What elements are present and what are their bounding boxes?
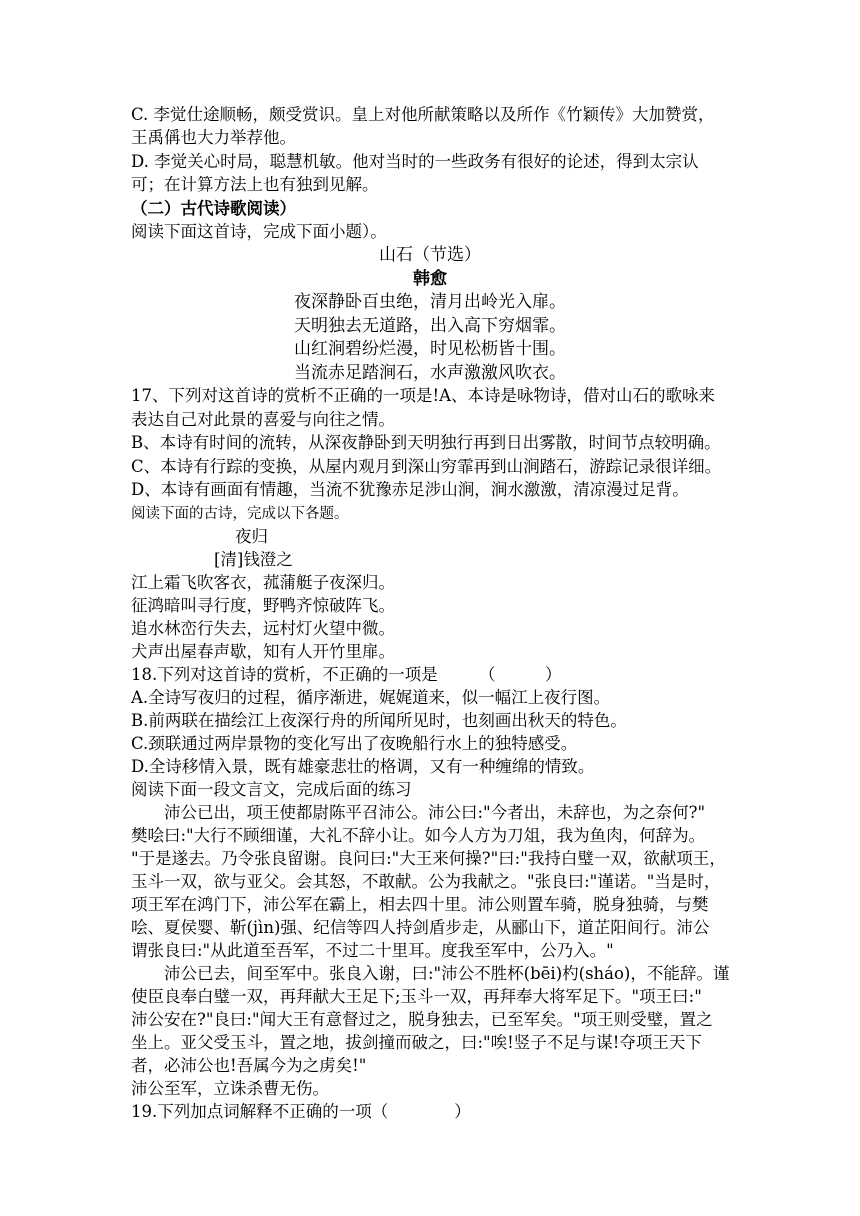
instruction: 阅读下面一段文言文，完成后面的练习 <box>131 780 412 799</box>
passage-line: 哙、夏侯婴、靳(jìn)强、纪信等四人持剑盾步走，从郦山下，道芷阳间行。沛公 <box>131 918 710 937</box>
option-a: A.全诗写夜归的过程，循序渐进，娓娓道来，似一幅江上夜行图。 <box>131 688 611 707</box>
question-19: 19.下列加点词解释不正确的一项（ ） <box>131 1102 471 1121</box>
passage-line: "于是遂去。乃令张良留谢。良问曰:"大王来何操?"曰:"我持白璧一双，欲献项王， <box>131 849 726 868</box>
section-heading: （二）古代诗歌阅读） <box>131 199 296 218</box>
passage-line: 玉斗一双，欲与亚父。会其怒，不敢献。公为我献之。"张良曰:"谨诺。"当是时， <box>131 872 721 891</box>
poem-line: 犬声出屋春声歇，知有人开竹里扉。 <box>131 642 395 661</box>
text-line: D. 李觉关心时局，聪慧机敏。他对当时的一些政务有很好的论述，得到太宗认 <box>131 152 699 171</box>
text-line: 表达自己对此景的喜爱与向往之情。 <box>131 410 395 429</box>
text-line: C. 李觉仕途顺畅，颇受赏识。皇上对他所献策略以及所作《竹颖传》大加赞赏， <box>131 105 715 124</box>
option-c: C、本诗有行踪的变换，从屋内观月到深山穷霏再到山涧踏石，游踪记录很详细。 <box>131 457 722 476</box>
passage-line: 樊哙曰:"大行不顾细谨，大礼不辞小让。如今人方为刀俎，我为鱼肉，何辞为。 <box>131 826 706 845</box>
option-d: D.全诗移情入景，既有雄豪悲壮的格调，又有一种缠绵的情致。 <box>131 757 595 776</box>
poem-line: 夜深静卧百虫绝，清月出岭光入扉。 <box>294 292 566 312</box>
poem-author: 韩愈 <box>413 269 447 289</box>
option-c: C.颈联通过两岸景物的变化写出了夜晚船行水上的独特感受。 <box>131 734 578 753</box>
passage-line: 者，必沛公也!吾属今为之虏矣!" <box>131 1056 367 1075</box>
passage-line: 沛公已出，项王使都尉陈平召沛公。沛公曰:"今者出，未辞也，为之奈何?" <box>164 803 706 822</box>
poem-line: 江上霜飞吹客衣，菰蒲艇子夜深归。 <box>131 573 395 592</box>
poem-line: 天明独去无道路，出入高下穷烟霏。 <box>294 316 566 336</box>
poem-line: 当流赤足踏涧石，水声激激风吹衣。 <box>294 363 566 383</box>
passage-line: 谓张良曰:"从此道至吾军，不过二十里耳。度我至军中，公乃入。" <box>131 941 614 960</box>
passage-line: 沛公已去，间至军中。张良入谢，曰:"沛公不胜杯(bēi)杓(sháo)，不能辞。谨 <box>164 964 730 983</box>
option-b: B.前两联在描绘江上夜深行舟的所闻所见时，也刻画出秋天的特色。 <box>131 711 627 730</box>
poem-line: 山红涧碧纷烂漫，时见松枥皆十围。 <box>294 339 566 359</box>
option-d: D、本诗有画面有情趣，当流不犹豫赤足涉山涧，涧水激激，清凉漫过足背。 <box>131 480 689 499</box>
instruction: 阅读下面的古诗，完成以下各题。 <box>131 506 349 522</box>
passage-line: 使臣良奉白璧一双，再拜献大王足下;玉斗一双，再拜奉大将军足下。"项王曰:" <box>131 987 702 1006</box>
poem-line: 追水林峦行失去，远村灯火望中微。 <box>131 619 395 638</box>
text-line: 阅读下面这首诗，完成下面小题）。 <box>131 222 387 241</box>
passage-line: 坐上。亚父受玉斗，置之地，拔剑撞而破之，曰:"唉!竖子不足与谋!夺项王天下 <box>131 1033 702 1052</box>
question-18: 18.下列对这首诗的赏析，不正确的一项是 （ ） <box>131 665 562 684</box>
poem-line: 征鸿暗叫寻行度，野鸭齐惊破阵飞。 <box>131 596 395 615</box>
passage-line: 项王军在鸿门下，沛公军在霸上，相去四十里。沛公则置车骑，脱身独骑，与樊 <box>131 895 709 914</box>
poem-author: [清]钱澄之 <box>214 550 293 569</box>
text-line: 王禹偁也大力举荐他。 <box>131 128 296 147</box>
question-17: 17、下列对这首诗的赏析不正确的一项是!A、本诗是咏物诗，借对山石的歌咏来 <box>131 386 716 405</box>
text-line: 可；在计算方法上也有独到见解。 <box>131 175 379 194</box>
option-b: B、本诗有时间的流转，从深夜静卧到天明独行再到日出雾散，时间节点较明确。 <box>131 433 721 452</box>
passage-line: 沛公至军，立诛杀曹无伤。 <box>131 1079 329 1098</box>
poem-title: 夜归 <box>235 527 268 546</box>
passage-line: 沛公安在?"良曰:"闻大王有意督过之，脱身独去，已至军矣。"项王则受璧，置之 <box>131 1010 713 1029</box>
poem-title: 山石（节选） <box>379 245 481 265</box>
